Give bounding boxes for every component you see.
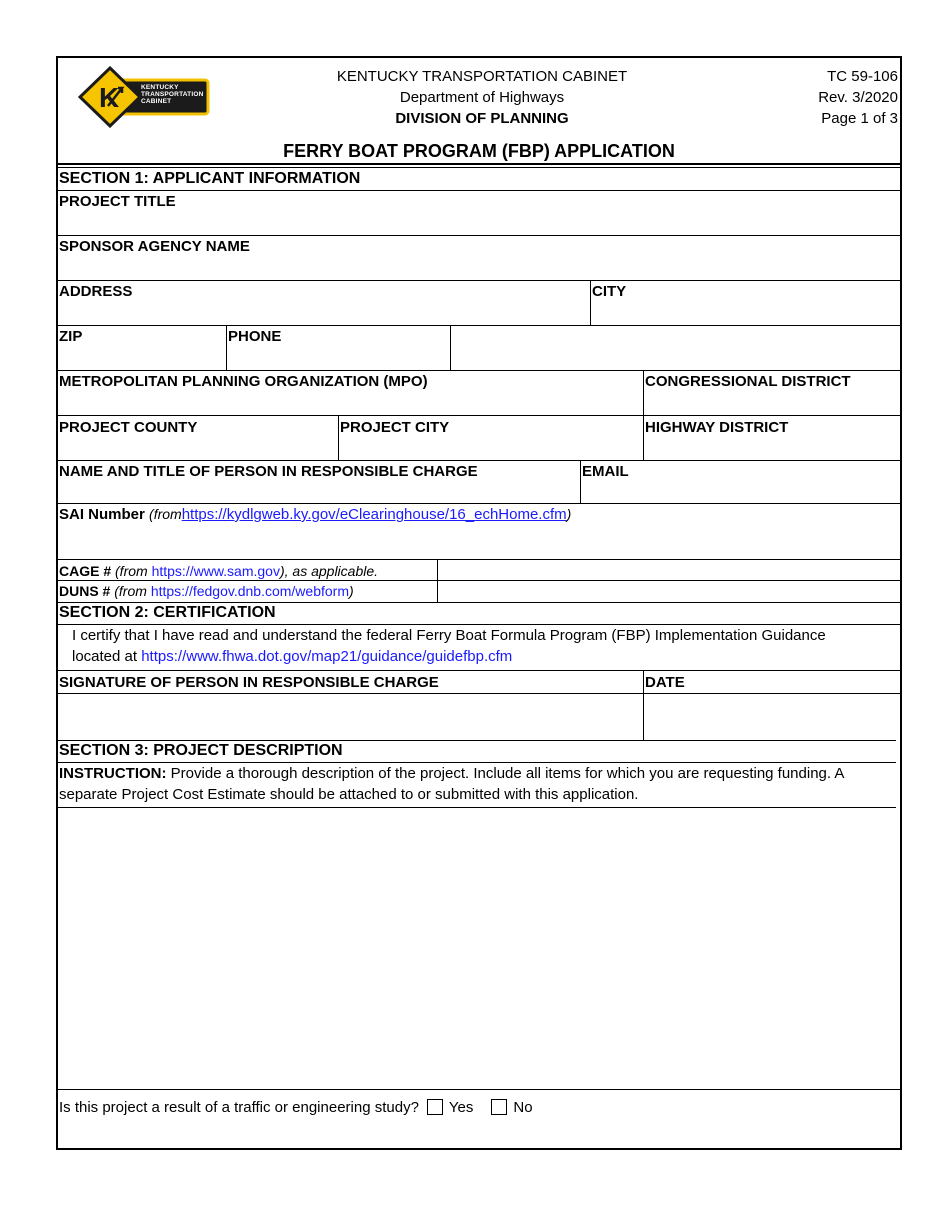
mpo-label: METROPOLITAN PLANNING ORGANIZATION (MPO) <box>59 373 428 390</box>
project-county-field[interactable] <box>58 438 336 459</box>
rule <box>58 693 900 694</box>
duns-close: ) <box>349 583 354 599</box>
title-divider <box>56 163 902 165</box>
project-description-textarea[interactable] <box>60 810 900 1090</box>
sponsor-agency-label: SPONSOR AGENCY NAME <box>59 238 250 255</box>
email-field[interactable] <box>582 482 898 502</box>
instruction-text-1: Provide a thorough description of the project. Include all items for which you are requesting funding. A <box>170 765 845 782</box>
cage-link[interactable]: https://www.sam.gov <box>151 563 280 579</box>
zip-field[interactable] <box>58 347 224 369</box>
rule <box>58 325 900 326</box>
page-number: Page 1 of 3 <box>821 110 898 127</box>
rule <box>58 415 900 416</box>
divider <box>643 370 644 415</box>
rule <box>58 503 900 504</box>
divider <box>450 325 451 370</box>
study-question: Is this project a result of a traffic or engineering study? <box>59 1099 419 1116</box>
cert-guidance-link[interactable]: https://www.fhwa.dot.gov/map21/guidance/guidefbp.cfm <box>141 648 513 665</box>
sai-number-field[interactable] <box>58 528 900 556</box>
rule <box>58 762 896 763</box>
date-field[interactable] <box>645 695 898 739</box>
rule <box>58 624 900 625</box>
form-number: TC 59-106 <box>827 68 898 85</box>
rule <box>58 1089 900 1090</box>
department-name: Department of Highways <box>399 89 565 106</box>
phone-field[interactable] <box>228 347 448 369</box>
project-title-field[interactable] <box>58 212 900 234</box>
highway-district-label: HIGHWAY DISTRICT <box>645 419 789 436</box>
address-label: ADDRESS <box>59 283 133 300</box>
date-label: DATE <box>645 674 685 691</box>
cert-line-2-prefix: located at <box>72 648 138 665</box>
instruction-line-1 <box>59 765 844 782</box>
rule <box>58 740 896 741</box>
address-field[interactable] <box>58 302 588 324</box>
divider <box>226 325 227 370</box>
rule <box>58 190 900 191</box>
logo-text: KENTUCKY TRANSPORTATION CABINET <box>141 84 204 105</box>
project-county-label: PROJECT COUNTY <box>59 419 198 436</box>
project-title-label: PROJECT TITLE <box>59 193 176 210</box>
yes-checkbox[interactable] <box>427 1099 443 1115</box>
section3-heading: SECTION 3: PROJECT DESCRIPTION <box>59 742 343 759</box>
cert-line-1: I certify that I have read and understand the federal Ferry Boat Formula Program (FBP) Implementation Guidance <box>72 627 826 644</box>
instruction-label: INSTRUCTION: <box>59 765 167 782</box>
agency-name: KENTUCKY TRANSPORTATION CABINET <box>336 68 628 85</box>
rule <box>58 235 900 236</box>
mpo-field[interactable] <box>58 392 640 414</box>
section2-heading: SECTION 2: CERTIFICATION <box>59 604 276 621</box>
rule <box>58 280 900 281</box>
signature-label: SIGNATURE OF PERSON IN RESPONSIBLE CHARGE <box>59 674 439 691</box>
extra-field[interactable] <box>452 328 898 368</box>
divider <box>643 415 644 460</box>
title-divider-2 <box>56 167 902 168</box>
divider <box>590 280 591 325</box>
rule <box>58 580 900 581</box>
responsible-person-label: NAME AND TITLE OF PERSON IN RESPONSIBLE CHARGE <box>59 463 478 480</box>
division-name: DIVISION OF PLANNING <box>395 110 569 127</box>
form-revision: Rev. 3/2020 <box>818 89 898 106</box>
responsible-person-field[interactable] <box>58 482 578 502</box>
instruction-line-2: separate Project Cost Estimate should be attached to or submitted with this application. <box>59 786 639 803</box>
divider <box>580 460 581 503</box>
project-city-label: PROJECT CITY <box>340 419 450 436</box>
no-label: No <box>513 1099 533 1116</box>
email-label: EMAIL <box>582 463 629 480</box>
cage-label: CAGE # <box>59 563 112 579</box>
sai-from: (from <box>149 506 182 522</box>
no-checkbox[interactable] <box>491 1099 507 1115</box>
cage-row <box>59 563 378 579</box>
city-label: CITY <box>592 283 627 300</box>
logo-letter: K <box>99 82 120 113</box>
rule <box>58 602 900 603</box>
divider <box>338 415 339 460</box>
yes-label: Yes <box>448 1099 474 1116</box>
form-title: FERRY BOAT PROGRAM (FBP) APPLICATION <box>283 141 675 161</box>
rule <box>58 559 900 560</box>
congressional-district-field[interactable] <box>645 392 898 414</box>
signature-field[interactable] <box>58 695 641 739</box>
cage-from: (from <box>115 563 148 579</box>
cage-suffix: ), as applicable. <box>279 563 379 579</box>
phone-label: PHONE <box>228 328 282 345</box>
cage-field[interactable] <box>439 561 898 579</box>
rule <box>58 670 900 671</box>
sai-link[interactable]: https://kydlgweb.ky.gov/eClearinghouse/16_echHome.cfm <box>181 506 567 523</box>
project-city-field[interactable] <box>340 438 640 459</box>
duns-row <box>59 583 354 599</box>
duns-link[interactable]: https://fedgov.dnb.com/webform <box>150 583 349 599</box>
rule <box>58 460 900 461</box>
duns-from: (from <box>114 583 147 599</box>
sai-row <box>59 506 571 523</box>
sponsor-agency-field[interactable] <box>58 257 900 279</box>
duns-field[interactable] <box>439 582 898 600</box>
highway-district-field[interactable] <box>645 438 898 459</box>
cert-line-2 <box>72 648 512 665</box>
sai-label: SAI Number <box>59 506 145 523</box>
sai-close: ) <box>566 506 572 522</box>
city-field[interactable] <box>592 302 898 324</box>
congressional-district-label: CONGRESSIONAL DISTRICT <box>645 373 851 390</box>
rule <box>58 807 896 808</box>
rule <box>58 370 900 371</box>
divider <box>643 670 644 740</box>
study-question-row <box>59 1099 533 1116</box>
zip-label: ZIP <box>59 328 83 345</box>
section1-heading: SECTION 1: APPLICANT INFORMATION <box>59 170 361 187</box>
duns-label: DUNS # <box>59 583 111 599</box>
